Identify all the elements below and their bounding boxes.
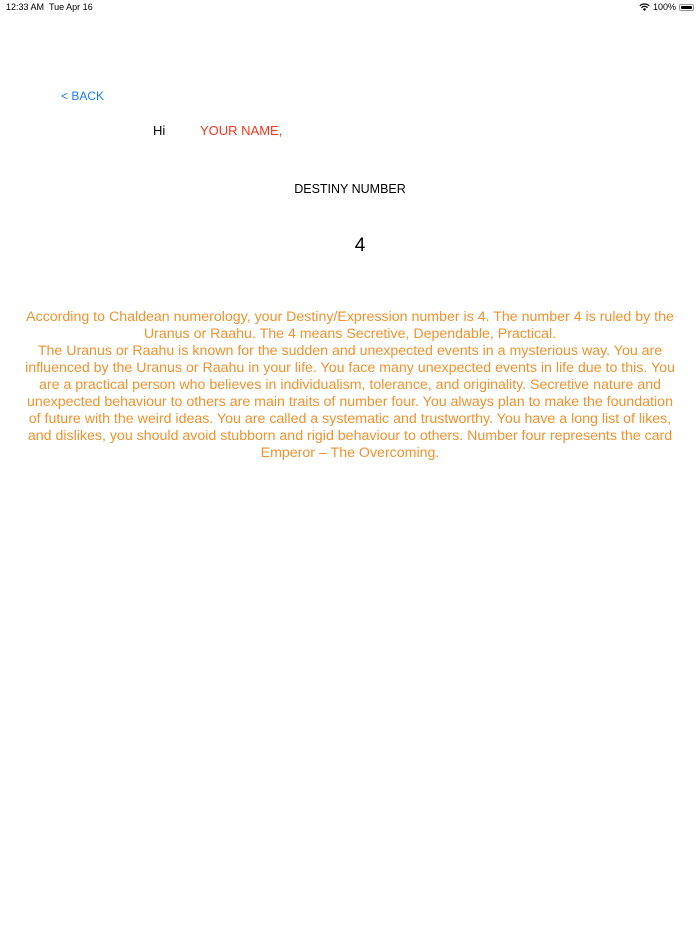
destiny-description (20, 309, 680, 462)
description-line: of future with the weird ideas. You are called a systematic and trustworthy. You have a long list of likes, (28, 411, 672, 427)
battery-icon (679, 4, 694, 11)
user-name: YOUR NAME, (200, 123, 283, 138)
description-line: are a practical person who believes in individualism, tolerance, and originality. Secretive nature and (39, 377, 661, 393)
description-line: The Uranus or Raahu is known for the sudden and unexpected events in a mysterious way. You are (37, 343, 663, 359)
description-line: Emperor – The Overcoming. (260, 445, 440, 461)
back-button[interactable]: < BACK (61, 89, 105, 103)
status-time: 12:33 AM (6, 2, 45, 12)
greeting-hi: Hi (153, 123, 166, 138)
wifi-icon (639, 3, 650, 11)
status-date: Tue Apr 16 (49, 2, 93, 12)
battery-percent: 100% (652, 2, 676, 12)
description-line: According to Chaldean numerology, your Destiny/Expression number is 4. The number 4 is ruled by the (26, 309, 674, 325)
destiny-number-title: DESTINY NUMBER (294, 182, 406, 196)
description-line: Uranus or Raahu. The 4 means Secretive, Dependable, Practical. (143, 326, 557, 342)
destiny-number-value: 4 (354, 235, 366, 256)
description-line: unexpected behaviour to others are main traits of number four. You always plan to make the foundation (27, 394, 673, 410)
description-line: and dislikes, you should avoid stubborn and rigid behaviour to others. Number four represents the card (27, 428, 673, 444)
status-right (639, 2, 694, 12)
description-line: influenced by the Uranus or Raahu in your life. You face many unexpected events in life due to this. You (25, 360, 675, 376)
status-bar (0, 0, 700, 14)
